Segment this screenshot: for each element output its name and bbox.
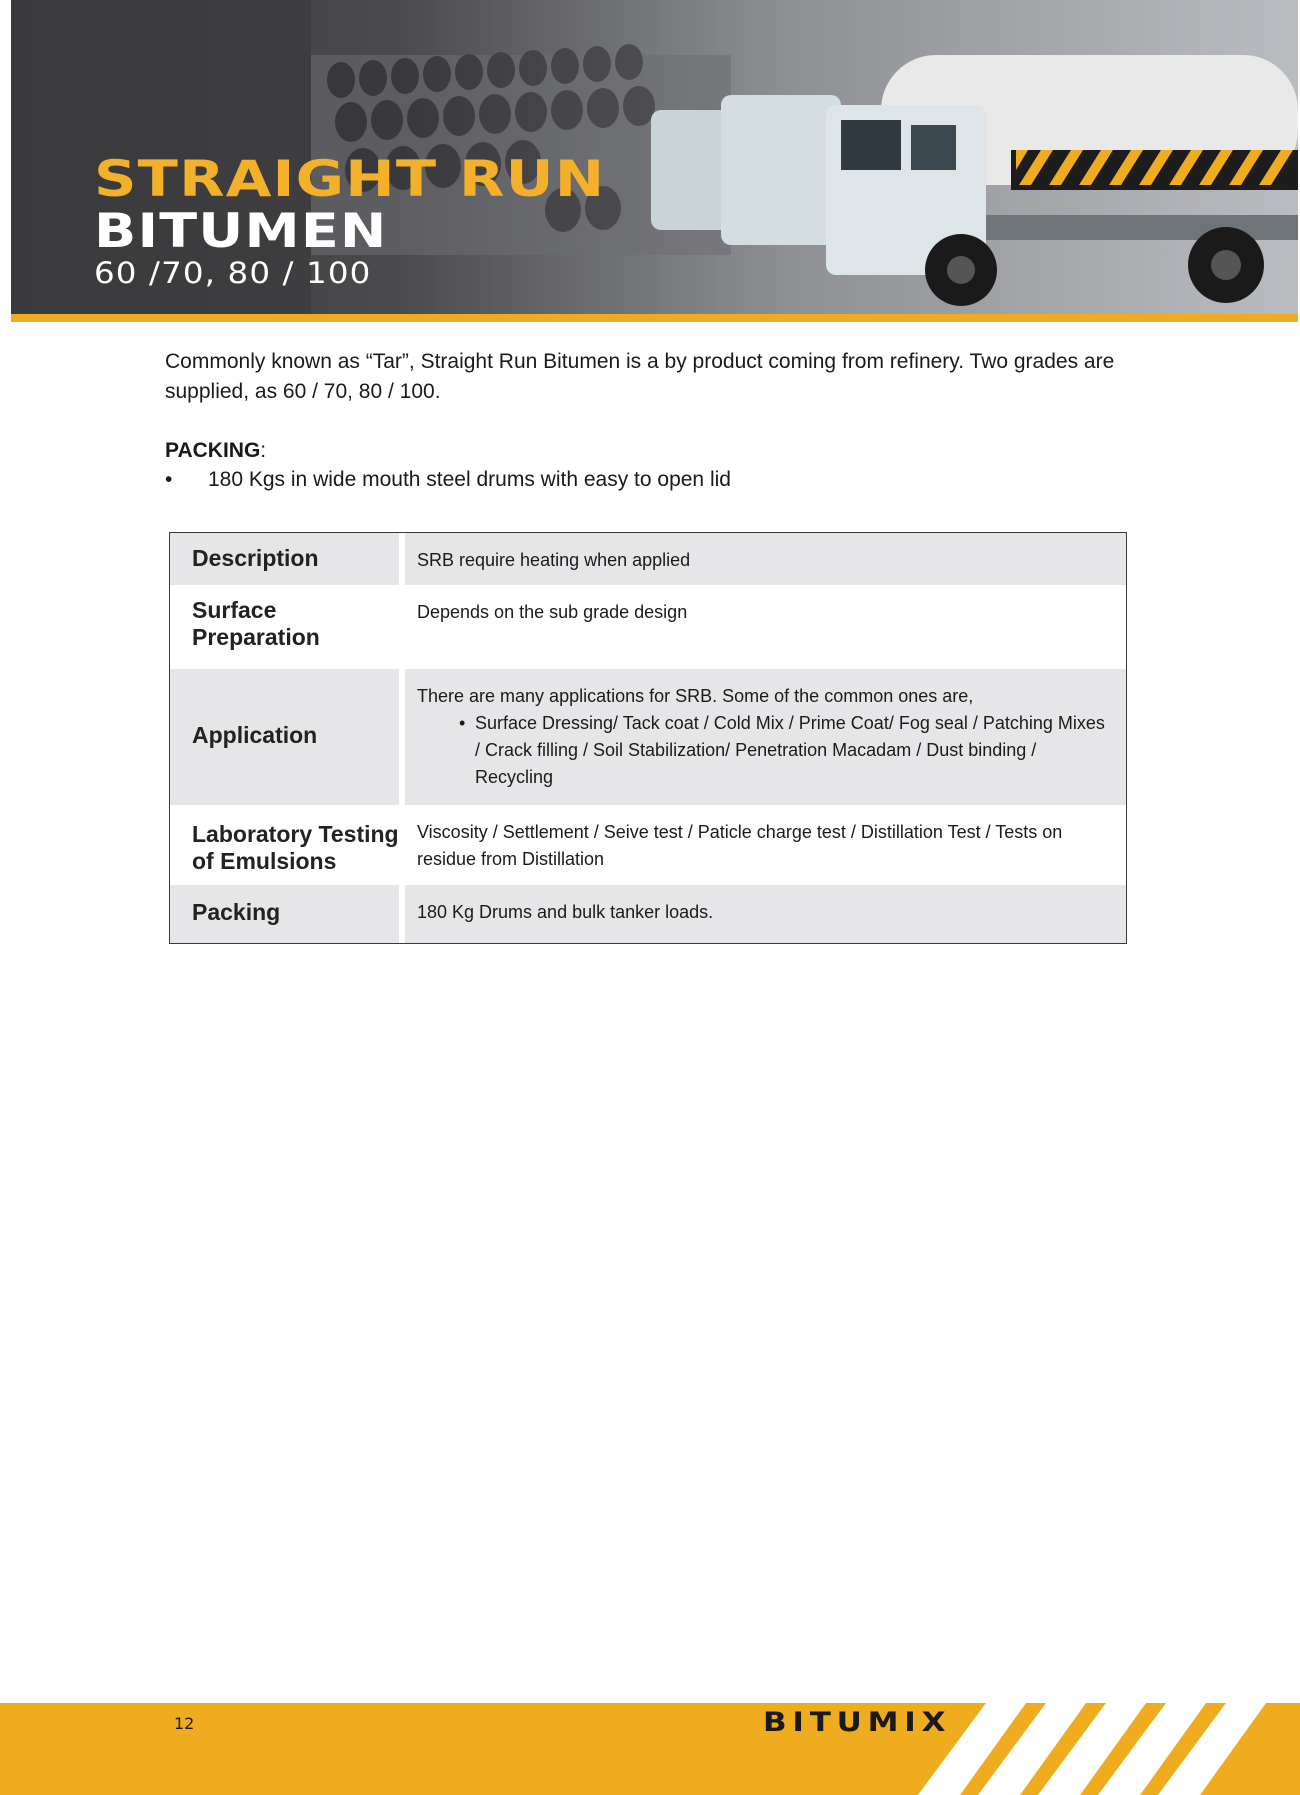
row-label: Laboratory Testing of Emulsions	[192, 821, 399, 874]
page-number: 12	[174, 1714, 195, 1733]
row-value: Viscosity / Settlement / Seive test / Paticle charge test / Distillation Test / Tests on residue from Distillation	[417, 822, 1063, 869]
table-row-packing	[170, 885, 1126, 943]
title-line-1: STRAIGHT RUN	[94, 150, 606, 208]
application-list	[417, 710, 1114, 791]
row-label	[170, 585, 399, 669]
tanker-trucks-illustration	[651, 55, 1298, 306]
row-value: 180 Kg Drums and bulk tanker loads.	[405, 885, 1126, 943]
banner-accent-bar	[11, 314, 1298, 322]
packing-list-item	[165, 465, 731, 495]
bullet-icon: •	[165, 468, 173, 491]
row-label: Description	[170, 533, 399, 585]
application-intro: There are many applications for SRB. Some of the common ones are,	[417, 686, 974, 706]
table-row-laboratory-testing	[170, 805, 1126, 885]
footer-band	[0, 1703, 1300, 1795]
title-line-2: BITUMEN	[94, 204, 388, 259]
list-item: • Surface Dressing/ Tack coat / Cold Mix / Prime Coat/ Fog seal / Patching Mixes / Crack filling / Soil Stabilization/ Penetration Macadam / Dust binding / Recycling	[475, 710, 1114, 791]
packing-heading	[165, 436, 266, 466]
row-label: Application	[170, 669, 399, 805]
packing-heading-label: PACKING	[165, 439, 261, 462]
grades-subtitle: 60 /70, 80 / 100	[94, 256, 372, 290]
table-row-description	[170, 533, 1126, 585]
table-row-surface-preparation	[170, 585, 1126, 669]
packing-heading-colon: :	[260, 439, 267, 462]
table-row-application	[170, 669, 1126, 805]
hazard-stripes-graphic	[900, 1703, 1300, 1795]
intro-paragraph: Commonly known as “Tar”, Straight Run Bitumen is a by product coming from refinery. Two grades are supplied, as 60 / 70, 80 / 100.	[165, 350, 1115, 403]
brand-logo-text: BITUMIX	[763, 1707, 952, 1738]
row-value	[405, 669, 1126, 805]
row-label: Packing	[170, 885, 399, 943]
spec-table	[169, 532, 1127, 944]
packing-item-text: 180 Kgs in wide mouth steel drums with easy to open lid	[208, 468, 731, 491]
row-label-text: Surface Preparation	[192, 597, 320, 650]
row-value: SRB require heating when applied	[405, 533, 1126, 585]
row-value: Depends on the sub grade design	[417, 602, 688, 622]
